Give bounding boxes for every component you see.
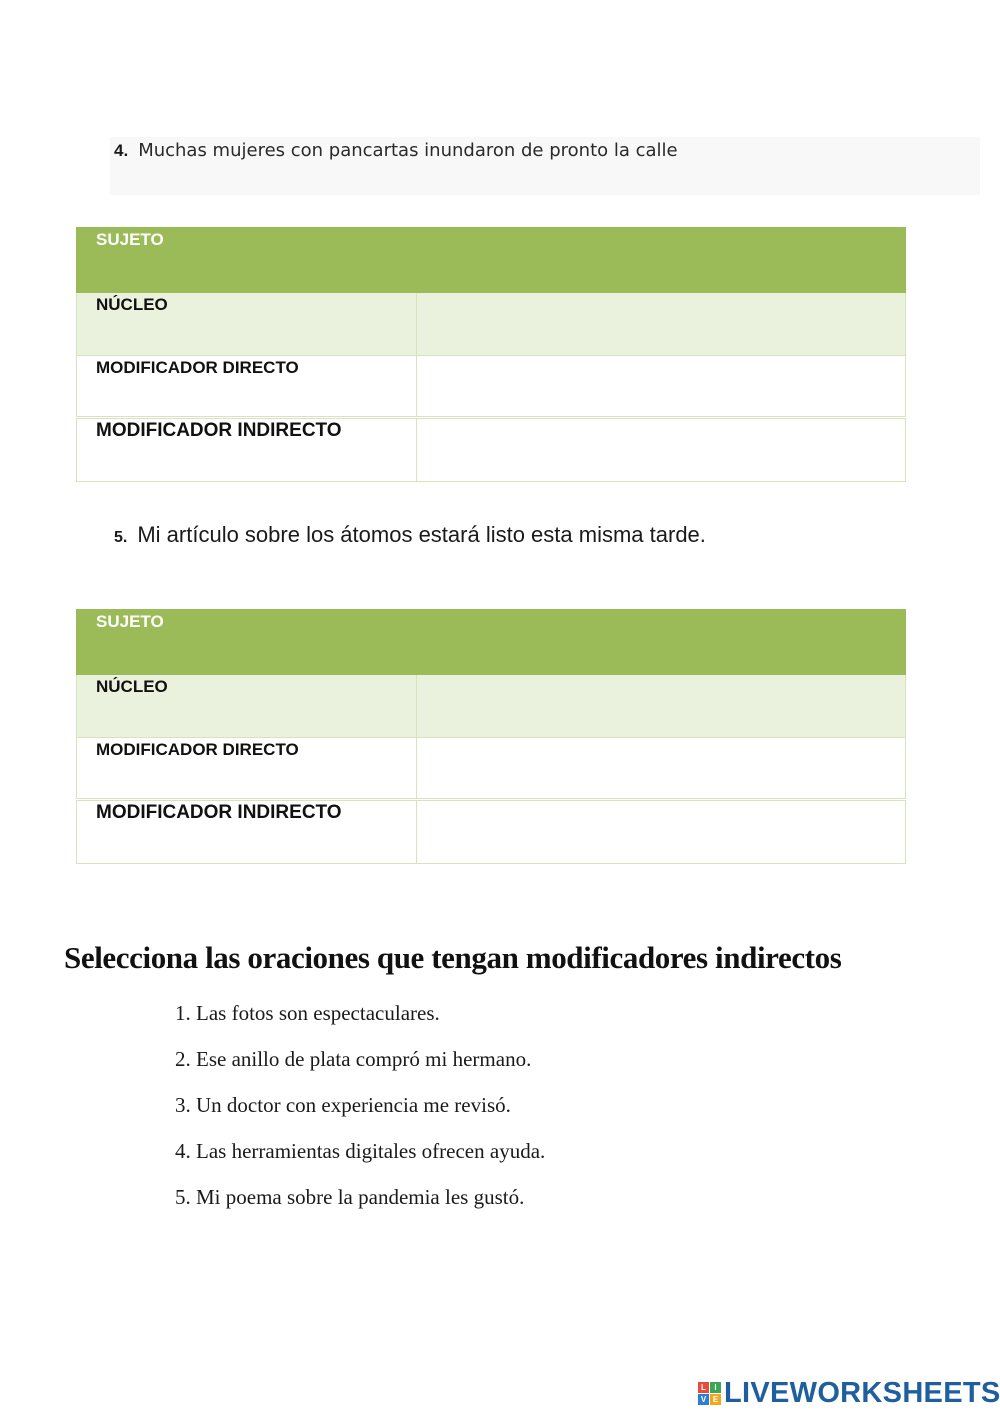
question-5-number: 5. [114,529,128,546]
table-row-modificador-indirecto [76,801,906,864]
answer-cell-modificador-indirecto[interactable] [417,801,906,863]
table-header-sujeto: SUJETO [96,612,164,631]
logo-text: LIVEWORKSHEETS [724,1377,1000,1409]
answer-cell-modificador-directo[interactable] [417,738,906,798]
question-4-number: 4. [114,141,129,160]
table-header-row [76,227,906,293]
question-5-text: Mi artículo sobre los átomos estará listo esta misma tarde. [137,522,706,547]
logo-mark-letter: E [710,1394,721,1405]
sentence-option-5[interactable]: 5. Mi poema sobre la pandemia les gustó. [175,1185,525,1209]
analysis-table-5 [76,609,906,864]
table-row-modificador-indirecto [76,419,906,482]
question-5 [114,522,706,548]
answer-cell-modificador-directo[interactable] [417,356,906,416]
table-row-nucleo [76,675,906,738]
sentence-option-3[interactable]: 3. Un doctor con experiencia me revisó. [175,1093,511,1117]
row-label-nucleo: NÚCLEO [76,293,417,355]
answer-cell-nucleo[interactable] [417,293,906,355]
sentence-option-2[interactable]: 2. Ese anillo de plata compró mi hermano. [175,1047,532,1071]
answer-cell-modificador-indirecto[interactable] [417,419,906,481]
row-label-modificador-directo: MODIFICADOR DIRECTO [76,738,417,798]
logo-mark-letter: L [698,1382,709,1393]
sentence-list [175,998,545,1228]
logo-mark-letter: I [710,1382,721,1393]
question-4 [114,140,678,161]
logo-mark-icon [698,1382,721,1405]
row-label-modificador-directo: MODIFICADOR DIRECTO [76,356,417,416]
table-row-modificador-directo [76,738,906,801]
sentence-option-4[interactable]: 4. Las herramientas digitales ofrecen ayuda. [175,1139,546,1163]
row-label-nucleo: NÚCLEO [76,675,417,737]
table-header-row [76,609,906,675]
sentence-option-1[interactable]: 1. Las fotos son espectaculares. [175,1001,440,1025]
logo-mark-letter: V [698,1394,709,1405]
analysis-table-4 [76,227,906,482]
row-label-modificador-indirecto: MODIFICADOR INDIRECTO [76,419,417,481]
question-4-text: Muchas mujeres con pancartas inundaron de pronto la calle [138,140,678,161]
table-header-sujeto: SUJETO [96,230,164,249]
row-label-modificador-indirecto: MODIFICADOR INDIRECTO [76,801,417,863]
answer-cell-nucleo[interactable] [417,675,906,737]
table-row-modificador-directo [76,356,906,419]
liveworksheets-logo [698,1377,1000,1410]
table-row-nucleo [76,293,906,356]
section-heading: Selecciona las oraciones que tengan modificadores indirectos [64,940,842,975]
